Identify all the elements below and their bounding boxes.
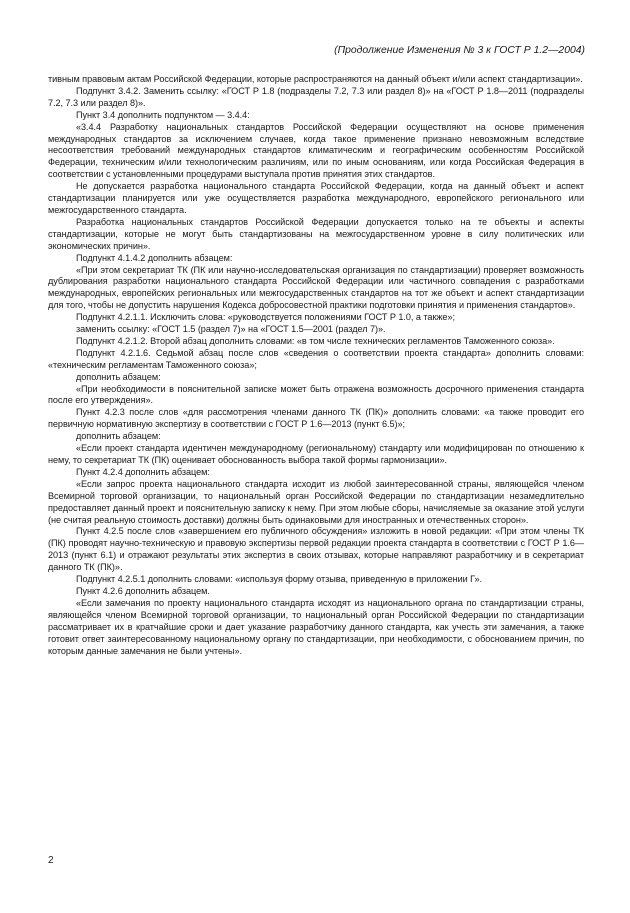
paragraph: Подпункт 4.2.1.2. Второй абзац дополнить словами: «в том числе технических регламентов Таможенного союза». <box>76 335 555 346</box>
paragraph: «При этом секретариат ТК (ПК или научно-исследовательская организация по стандартизации) проверяет возможность дублирования разработки национального стандарта Российской Федерации или частичного совпадения с разработками международных, европейских региональных или межгосударственных стандартов на тот же объект и аспект стандартизации для того, чтобы не допустить нарушения Кодекса добросовестной практики подготовки принятия и применения стандартов». <box>48 264 584 311</box>
paragraph: Подпункт 4.2.5.1 дополнить словами: «используя форму отзыва, приведенную в приложении Г». <box>76 574 482 585</box>
paragraph: «При необходимости в пояснительной записке может быть отражена возможность досрочного применения стандарта после его утверждения». <box>48 383 584 406</box>
paragraph: Пункт 4.2.5 после слов «завершением его публичного обсуждения» изложить в новой редакции: «При этом члены ТК (ПК) проводят научно-техническую и правовую экспертизы первой редакции проекта стандарта в соответствии с ГОСТ Р 1.6—2013 (пункт 6.1) и отражают результаты этих экспертиз в своих отзывах, которые направляют разработчику и в секретариат данного ТК (ПК)». <box>48 526 584 573</box>
paragraph: Разработка национальных стандартов Российской Федерации допускается только на те объекты и аспекты стандартизации, которые не могут быть стандартизованы на межгосударственном уровне в силу политических или экономических причин». <box>48 216 584 251</box>
paragraph: Пункт 4.2.4 дополнить абзацем: <box>76 466 210 477</box>
paragraph: дополнить абзацем: <box>76 371 161 382</box>
paragraph: Пункт 4.2.3 после слов «для рассмотрения членами данного ТК (ПК)» дополнить словами: «а также проводит его первичную нормативную экспертизу в соответствии с ГОСТ Р 1.6—2013 (пункт 6.5)»; <box>48 407 584 430</box>
paragraph: Подпункт 4.1.4.2 дополнить абзацем: <box>76 252 233 263</box>
paragraph: Подпункт 3.4.2. Заменить ссылку: «ГОСТ Р 1.8 (подразделы 7.2, 7.3 или раздел 8)» на «ГОСТ Р 1.8—2011 (подразделы 7.2, 7.3 или раздел 8)». <box>48 85 584 108</box>
paragraph: «Если замечания по проекту национального стандарта исходят из национального органа по стандартизации страны, являющейся членом Всемирной торговой организации, то национальный орган Российской Федерации по стандартизации рассматривает их в кратчайшие сроки и дает указание разработчику данного стандарта, как учесть эти замечания, а также готовит ответ заинтересованному национальному органу по стандартизации, при необходимости, с обоснованием причин, по которым данные замечания не были учтены». <box>48 597 584 656</box>
paragraph: Не допускается разработка национального стандарта Российской Федерации, когда на данный объект и аспект стандартизации планируется или уже осуществляется разработка международного, европейского регионального или межгосударственного стандарта. <box>48 181 584 215</box>
paragraph: «Если проект стандарта идентичен международному (региональному) стандарту или модифицирован по отношению к нему, то секретариат ТК (ПК) оценивает обоснованность выбора такой формы гармонизации». <box>48 443 584 465</box>
document-body <box>48 74 584 657</box>
paragraph: Пункт 3.4 дополнить подпунктом — 3.4.4: <box>76 109 250 120</box>
paragraph: дополнить абзацем: <box>76 431 161 442</box>
paragraph: заменить ссылку: «ГОСТ 1.5 (раздел 7)» на «ГОСТ 1.5—2001 (раздел 7)». <box>76 324 386 335</box>
paragraph: «3.4.4 Разработку национальных стандартов Российской Федерации осуществляют на основе применения международных стандартов за исключением случаев, когда такое применение признано невозможным вследствие несоответствия требований международных стандартов климатическим и географическим особенностям Российской Федерации, техническим и/или технологическим различиям, или по иным основаниям, или когда Российская Федерация в соответствии с установленными процедурами выступала против принятия этих стандартов. <box>48 121 584 180</box>
page-number: 2 <box>48 855 54 866</box>
paragraph: Подпункт 4.2.1.6. Седьмой абзац после слов «сведения о соответствии проекта стандарта» дополнить словами: «техническим регламентам Таможенного союза»; <box>48 347 584 370</box>
running-header: (Продолжение Изменения № 3 к ГОСТ Р 1.2—2004) <box>334 45 585 56</box>
paragraph: «Если запрос проекта национального стандарта исходит из любой заинтересованной страны, являющейся членом Всемирной торговой организации, то национальный орган Российской Федерации по стандартизации незамедлительно предоставляет данный проект и пояснительную записку к нему. При этом любые сборы, начисляемые за оказание этой услуги (не считая реальную стоимость доставки) должны быть одинаковыми для иностранных и отечественных сторон». <box>48 478 584 525</box>
paragraph: Подпункт 4.2.1.1. Исключить слова: «руководствуется положениями ГОСТ Р 1.0, а также»; <box>76 312 455 323</box>
paragraph: тивным правовым актам Российской Федерации, которые распространяются на данный объект и/или аспект стандартизации». <box>48 74 583 84</box>
paragraph: Пункт 4.2.6 дополнить абзацем. <box>76 585 210 596</box>
